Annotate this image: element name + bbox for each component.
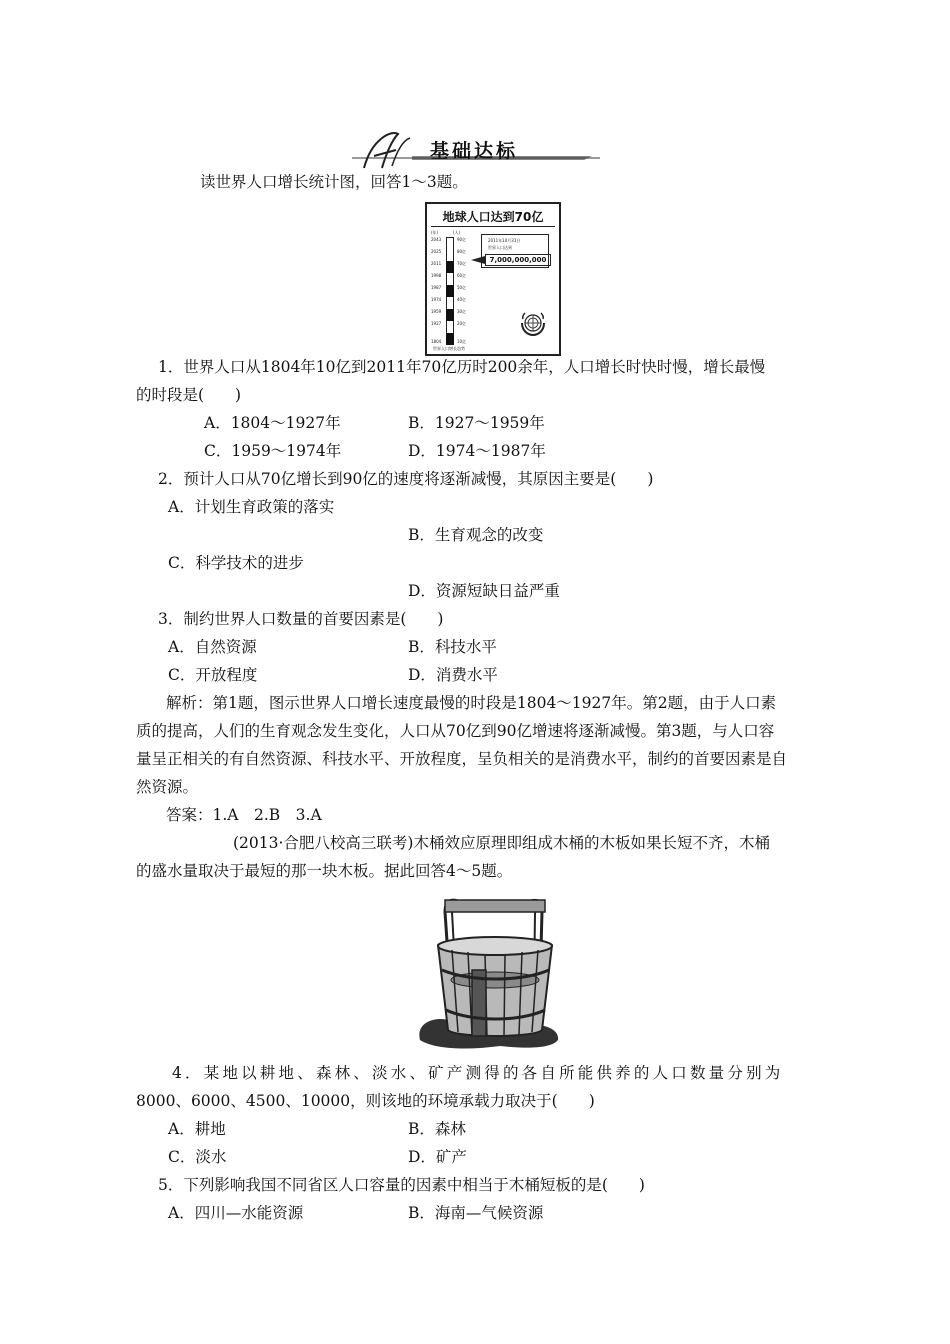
q5-option-b: B．海南—气候资源: [408, 1204, 544, 1222]
q1-option-b: B．1927～1959年: [408, 414, 545, 432]
figure-caption: 世界人口增长趋势: [433, 346, 465, 351]
pop-label: 80亿: [457, 249, 467, 254]
q2-stem: 2．预计人口从70亿增长到90亿的速度将逐渐减慢，其原因主要是( ): [158, 470, 654, 488]
year-label: 1804: [431, 339, 442, 344]
q2-option-a: A．计划生育政策的落实: [168, 498, 335, 516]
callout-label: 世界人口达到: [488, 245, 512, 250]
q4-stem-line2: 8000、6000、4500、10000，则该地的环境承载力取决于( ): [136, 1092, 595, 1110]
year-label: 1998: [431, 273, 442, 278]
q2-option-b: B．生育观念的改变: [408, 526, 544, 544]
analysis-line2: 质的提高，人们的生育观念发生变化，人口从70亿到90亿增速将逐渐减慢。第3题，与人口容: [136, 722, 775, 740]
q1-option-a: A．1804～1927年: [204, 414, 341, 432]
year-unit: (年): [431, 230, 439, 235]
year-label: 1987: [431, 285, 442, 290]
analysis-line1: 解析：第1题，图示世界人口增长速度最慢的时段是1804～1927年。第2题，由于人口素: [166, 694, 777, 712]
q1-option-c: C．1959～1974年: [204, 442, 342, 460]
pop-label: 90亿: [457, 237, 467, 242]
q4-stem-line1: 4．某地以耕地、森林、淡水、矿产测得的各自所能供养的人口数量分别为: [172, 1064, 784, 1082]
q4-option-b: B．森林: [408, 1120, 466, 1138]
q3-option-a: A．自然资源: [168, 638, 257, 656]
q4-option-d: D．矿产: [408, 1148, 467, 1166]
q5-option-a: A．四川—水能资源: [168, 1204, 304, 1222]
figure-title-rule: [431, 226, 555, 227]
pop-label: 30亿: [457, 309, 467, 314]
pop-label: 40亿: [457, 297, 467, 302]
callout-number: 7,000,000,000: [485, 254, 551, 266]
analysis-line4: 然资源。: [136, 778, 199, 796]
year-label: 2043: [431, 237, 442, 242]
year-label: 1959: [431, 309, 442, 314]
answers: 答案：1.A 2.B 3.A: [166, 806, 322, 824]
pop-label: 10亿: [457, 339, 467, 344]
q1-stem-line2: 的时段是( ): [136, 386, 242, 404]
pop-label: 20亿: [457, 321, 467, 326]
year-label: 1974: [431, 297, 442, 302]
pop-label: 60亿: [457, 273, 467, 278]
un-emblem-icon: [519, 311, 547, 337]
population-chart-figure: [425, 202, 561, 356]
q3-option-c: C．开放程度: [168, 666, 258, 684]
intro-2-line1: (2013·合肥八校高三联考)木桶效应原理即组成木桶的木板如果长短不齐，木桶: [233, 834, 770, 852]
pop-label: 70亿: [457, 261, 467, 266]
q5-stem: 5．下列影响我国不同省区人口容量的因素中相当于木桶短板的是( ): [158, 1176, 645, 1194]
wooden-bucket-illustration: [410, 890, 580, 1050]
intro-1: 读世界人口增长统计图，回答1～3题。: [200, 173, 468, 191]
q3-stem: 3．制约世界人口数量的首要因素是( ): [158, 610, 444, 628]
year-label: 2025: [431, 249, 442, 254]
pop-unit: (人): [453, 230, 461, 235]
section-title: 基础达标: [430, 140, 519, 162]
q3-option-d: D．消费水平: [408, 666, 498, 684]
q2-option-d: D．资源短缺日益严重: [408, 582, 560, 600]
year-label: 1927: [431, 321, 442, 326]
q1-stem-line1: 1．世界人口从1804年10亿到2011年70亿历时200余年，人口增长时快时慢，增长最慢: [158, 358, 766, 376]
population-bar: [446, 237, 454, 345]
year-label: 2011: [431, 261, 442, 266]
q2-option-c: C．科学技术的进步: [168, 554, 304, 572]
q1-option-d: D．1974～1987年: [408, 442, 546, 460]
pop-label: 50亿: [457, 285, 467, 290]
callout-pointer: [471, 256, 485, 264]
analysis-line3: 量呈正相关的有自然资源、科技水平、开放程度，呈负相关的是消费水平，制约的首要因素是自: [136, 750, 788, 768]
q4-option-a: A．耕地: [168, 1120, 226, 1138]
callout-date: 2011年10月31日: [488, 238, 521, 243]
wooden-bucket-figure: [410, 890, 580, 1050]
section-banner: [352, 128, 602, 176]
q4-option-c: C．淡水: [168, 1148, 227, 1166]
q3-option-b: B．科技水平: [408, 638, 497, 656]
figure-title: 地球人口达到70亿: [442, 210, 544, 224]
intro-2-line2: 的盛水量取决于最短的那一块木板。据此回答4～5题。: [136, 862, 513, 880]
